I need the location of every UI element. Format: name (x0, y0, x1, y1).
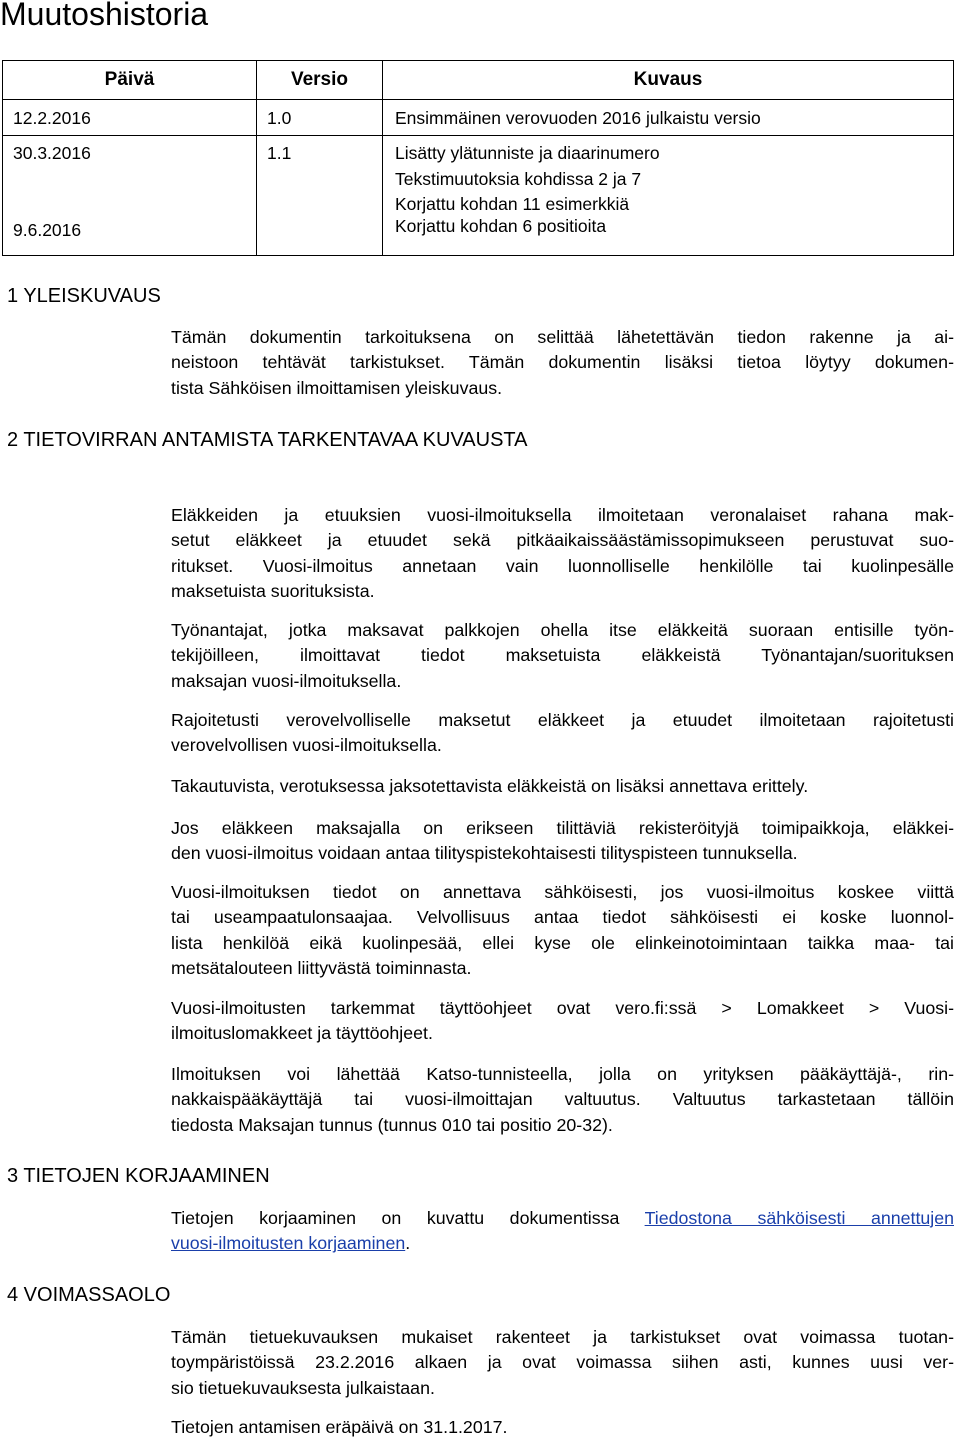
section-3-paragraph (171, 1206, 954, 1257)
change-history-table (2, 60, 954, 256)
text-line: Tietojen antamisen eräpäivä on 31.1.2017. (171, 1417, 508, 1437)
row-version: 1.0 (267, 108, 292, 128)
text-line: ritukset. Vuosi-ilmoitus annetaan vain luonnolliselle henkilölle tai kuolinpesälle (171, 555, 954, 576)
section-1-paragraph (171, 325, 954, 401)
text-line: ilmoituslomakkeet ja täyttöohjeet. (171, 1023, 433, 1044)
text-line: tekijöilleen, ilmoittavat tiedot maksetuista eläkkeistä Työnantajan/suorituksen (171, 645, 954, 666)
table-row (3, 136, 954, 256)
section-2-paragraph-1 (171, 503, 954, 604)
row-description: Lisätty ylätunniste ja diaarinumero (395, 143, 660, 163)
text-line: toympäristöissä 23.2.2016 alkaen ja ovat voimassa siihen asti, kunnes uusi ver- (171, 1352, 954, 1373)
text-line: tiedosta Maksajan tunnus (tunnus 010 tai positio 20-32). (171, 1114, 613, 1135)
text-line: Vuosi-ilmoituksen tiedot on annettava sähköisesti, jos vuosi-ilmoitus koskee viittä (171, 882, 954, 902)
section-heading-1: 1 YLEISKUVAUS (7, 285, 161, 307)
section-2-paragraph-5 (171, 816, 954, 867)
text-line: tista Sähköisen ilmoittamisen yleiskuvaus. (171, 377, 503, 398)
text-line: Tämän dokumentin tarkoituksena on selittää lähetettävän tiedon rakenne ja ai- (171, 327, 954, 347)
text-line: metsätalouteen liittyvästä toiminnasta. (171, 957, 472, 978)
text-line: maksajan vuosi-ilmoituksella. (171, 670, 402, 691)
text-line: den vuosi-ilmoitus voidaan antaa tilityspistekohtaisesti tilityspisteen tunnuksella. (171, 843, 798, 864)
section-heading-2: 2 TIETOVIRRAN ANTAMISTA TARKENTAVAA KUVAUSTA (7, 429, 528, 451)
section-2-paragraph-6 (171, 880, 954, 981)
text-segment: Tietojen korjaaminen on kuvattu dokumentissa (171, 1208, 645, 1228)
text-line: tai useampaatulonsaajaa. Velvollisuus antaa tiedot sähköisesti ei koske luonnol- (171, 907, 954, 928)
text-line: nakkaispääkäyttäjä tai vuosi-ilmoittajan valtuutus. Valtuutus tarkastetaan tällöin (171, 1089, 954, 1110)
row-description: Korjattu kohdan 6 positioita (395, 216, 607, 236)
row-date: 9.6.2016 (13, 220, 82, 240)
text-line: maksetuista suorituksista. (171, 580, 375, 601)
row-date: 12.2.2016 (13, 108, 91, 128)
correction-document-link[interactable]: vuosi-ilmoitusten korjaaminen (171, 1233, 406, 1254)
text-line: Tämän tietuekuvauksen mukaiset rakenteet ja tarkistukset ovat voimassa tuotan- (171, 1327, 954, 1347)
row-description: Ensimmäinen verovuoden 2016 julkaistu versio (395, 108, 761, 128)
section-2-paragraph-8 (171, 1062, 954, 1138)
text-line: Ilmoituksen voi lähettää Katso-tunnisteella, jolla on yrityksen pääkäyttäjä-, rin- (171, 1064, 954, 1084)
column-header-date: Päivä (3, 61, 257, 100)
text-line: Työnantajat, jotka maksavat palkkojen ohella itse eläkkeitä suoraan entisille työn- (171, 620, 954, 640)
table-row (3, 100, 954, 136)
text-line: Vuosi-ilmoitusten tarkemmat täyttöohjeet ovat vero.fi:ssä > Lomakkeet > Vuosi- (171, 998, 954, 1018)
section-heading-4: 4 VOIMASSAOLO (7, 1284, 171, 1306)
text-line: Rajoitetusti verovelvolliselle maksetut eläkkeet ja etuudet ilmoitetaan rajoitetusti (171, 710, 954, 730)
text-segment: . (405, 1233, 411, 1254)
correction-document-link[interactable]: Tiedostona sähköisesti annettujen (644, 1208, 954, 1228)
text-line: Takautuvista, verotuksessa jaksotettavista eläkkeistä on lisäksi annettava erittely. (171, 776, 809, 796)
row-date: 30.3.2016 (13, 143, 91, 163)
text-line: neistoon tehtävät tarkistukset. Tämän dokumentin lisäksi tietoa löytyy dokumen- (171, 352, 954, 373)
row-description: Korjattu kohdan 11 esimerkkiä (395, 194, 630, 214)
text-line: setut eläkkeet ja etuudet sekä pitkäaikaissäästämissopimukseen perustuvat suo- (171, 530, 954, 551)
table-header-row (3, 61, 954, 100)
section-2-paragraph-2 (171, 618, 954, 694)
text-line: Jos eläkkeen maksajalla on erikseen tilittäviä rekisteröityjä toimipaikkoja, eläkkei- (171, 818, 954, 838)
text-line: Eläkkeiden ja etuuksien vuosi-ilmoituksella ilmoitetaan veronalaiset rahana mak- (171, 505, 954, 525)
section-4-paragraph-2 (171, 1415, 954, 1440)
section-2-paragraph-3 (171, 708, 954, 759)
section-4-paragraph-1 (171, 1325, 954, 1401)
column-header-description: Kuvaus (383, 61, 954, 100)
text-line: lista henkilöä eikä kuolinpesää, ellei kyse ole elinkeinotoimintaan taikka maa- tai (171, 932, 954, 953)
column-header-version: Versio (257, 61, 383, 100)
page-title: Muutoshistoria (0, 0, 209, 32)
row-version: 1.1 (267, 143, 292, 163)
row-description: Tekstimuutoksia kohdissa 2 ja 7 (395, 169, 642, 189)
section-2-paragraph-4 (171, 774, 954, 799)
section-2-paragraph-7 (171, 996, 954, 1047)
text-line: verovelvollisen vuosi-ilmoituksella. (171, 735, 442, 756)
text-line: sio tietuekuvauksesta julkaistaan. (171, 1377, 435, 1398)
section-heading-3: 3 TIETOJEN KORJAAMINEN (7, 1165, 270, 1187)
